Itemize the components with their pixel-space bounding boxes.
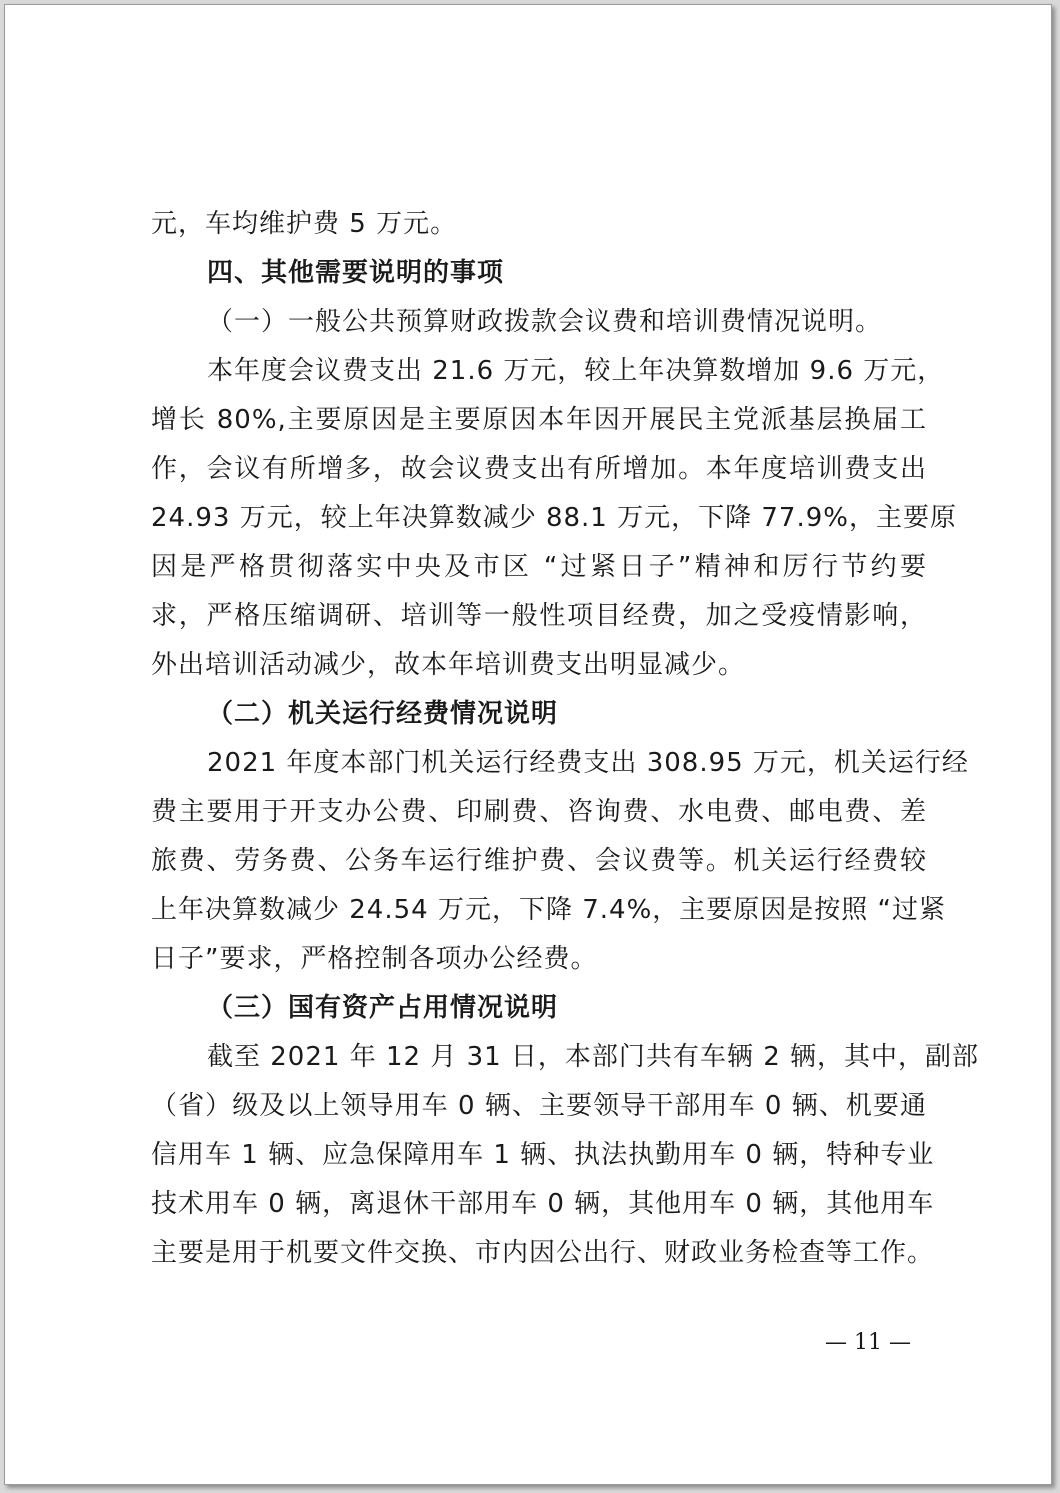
paragraph-line: 增长 80%,主要原因是主要原因本年因开展民主党派基层换届工 xyxy=(151,405,927,435)
paragraph-line: 本年度会议费支出 21.6 万元，较上年决算数增加 9.6 万元， xyxy=(207,356,945,386)
section-heading: 四、其他需要说明的事项 xyxy=(207,258,505,288)
page-number: — 11 — xyxy=(825,1330,911,1355)
paragraph-line: 截至 2021 年 12 月 31 日，本部门共有车辆 2 辆，其中，副部 xyxy=(207,1042,979,1072)
document-body xyxy=(151,200,979,1278)
paragraph-line: 求，严格压缩调研、培训等一般性项目经费，加之受疫情影响， xyxy=(151,601,927,631)
paragraph-line: 信用车 1 辆、应急保障用车 1 辆、执法执勤用车 0 辆，特种专业 xyxy=(151,1140,935,1170)
section-heading: （二）机关运行经费情况说明 xyxy=(207,699,559,729)
paragraph-line: 元，车均维护费 5 万元。 xyxy=(151,209,458,239)
paragraph-line: 外出培训活动减少，故本年培训费支出明显减少。 xyxy=(151,650,746,680)
paragraph-line: 2021 年度本部门机关运行经费支出 308.95 万元，机关运行经 xyxy=(207,748,969,778)
paragraph-line: （一）一般公共预算财政拨款会议费和培训费情况说明。 xyxy=(207,307,883,337)
paragraph-line: 旅费、劳务费、公务车运行维护费、会议费等。机关运行经费较 xyxy=(151,846,927,876)
document-page xyxy=(4,4,1052,1485)
paragraph-line: 日子”要求，严格控制各项办公经费。 xyxy=(151,944,598,974)
paragraph-line: 技术用车 0 辆，离退休干部用车 0 辆，其他用车 0 辆，其他用车 xyxy=(151,1189,935,1219)
paragraph-line: 上年决算数减少 24.54 万元，下降 7.4%，主要原因是按照 “过紧 xyxy=(151,895,947,925)
paragraph-line: （省）级及以上领导用车 0 辆、主要领导干部用车 0 辆、机要通 xyxy=(151,1091,927,1121)
paragraph-line: 24.93 万元，较上年决算数减少 88.1 万元，下降 77.9%，主要原 xyxy=(151,503,957,533)
paragraph-line: 因是严格贯彻落实中央及市区 “过紧日子”精神和厉行节约要 xyxy=(151,552,927,582)
paragraph-line: 费主要用于开支办公费、印刷费、咨询费、水电费、邮电费、差 xyxy=(151,797,927,827)
paragraph-line: 作，会议有所增多，故会议费支出有所增加。本年度培训费支出 xyxy=(151,454,927,484)
paragraph-line: 主要是用于机要文件交换、市内因公出行、财政业务检查等工作。 xyxy=(151,1238,935,1268)
section-heading: （三）国有资产占用情况说明 xyxy=(207,993,559,1023)
